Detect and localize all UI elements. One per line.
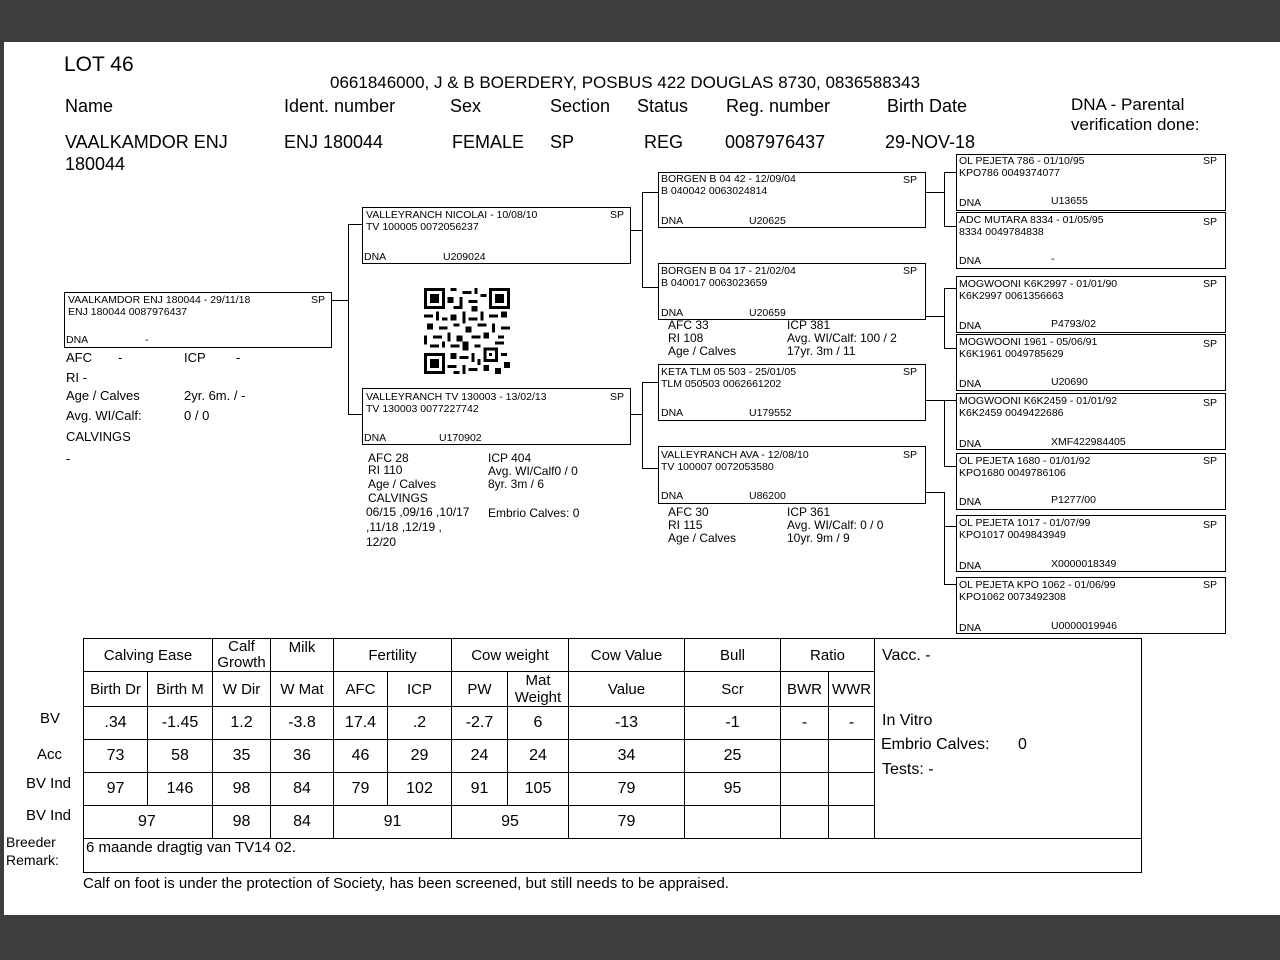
connector xyxy=(926,492,944,493)
great-grandparent-box xyxy=(956,453,1226,510)
acc-cell: 34 xyxy=(569,740,685,773)
connector xyxy=(944,526,956,527)
group-cow-weight: Cow weight xyxy=(452,639,569,672)
ggp-ids: K6K2997 0061356663 xyxy=(959,290,1064,302)
sire-title: VALLEYRANCH NICOLAI - 10/08/10 xyxy=(366,209,538,221)
group-calf-growth: Calf Growth xyxy=(213,639,271,672)
grandparent-dna-label: DNA xyxy=(661,490,684,502)
gp4-afc: AFC 30 xyxy=(668,505,709,519)
footer-note: Calf on foot is under the protection of Society, has been screened, but still needs to be appraised. xyxy=(83,875,729,892)
grandparent-ids: TV 100007 0072053580 xyxy=(661,461,774,473)
ggp-dna-value: XMF422984405 xyxy=(1051,436,1126,448)
dam-embrio: Embrio Calves: 0 xyxy=(488,506,580,520)
grandparent-dna-value: U20625 xyxy=(749,215,786,227)
sire-sp: SP xyxy=(609,209,624,221)
bv-cell: .34 xyxy=(84,707,148,740)
sub-w-dir: W Dir xyxy=(213,672,271,707)
animal-name-1: VAALKAMDOR ENJ xyxy=(65,132,228,152)
ggp-dna-label: DNA xyxy=(959,320,982,332)
bv-cell: - xyxy=(781,707,829,740)
bv-cell: 6 xyxy=(508,707,569,740)
grandparent-sp: SP xyxy=(902,366,917,378)
bv-ind-combined-cell: 95 xyxy=(452,806,569,839)
dam-calvings-label: CALVINGS xyxy=(368,491,428,505)
ggp-dna-value: U0000019946 xyxy=(1051,620,1117,632)
connector xyxy=(642,382,658,383)
ggp-title: OL PEJETA 1017 - 01/07/99 xyxy=(959,517,1091,529)
row-label-bv-ind: BV Ind xyxy=(26,775,72,792)
gp2-icp: ICP 381 xyxy=(787,318,831,332)
ggp-title: MOGWOONI K6K2997 - 01/01/90 xyxy=(959,278,1118,290)
bv-ind-cell: 84 xyxy=(271,773,334,806)
bv-ind-cell: 79 xyxy=(569,773,685,806)
connector xyxy=(642,382,643,468)
header-sex: Sex xyxy=(450,96,482,116)
ggp-title: ADC MUTARA 8334 - 01/05/95 xyxy=(959,214,1104,226)
ggp-dna-label: DNA xyxy=(959,378,982,390)
ggp-dna-value: X0000018349 xyxy=(1051,558,1117,570)
connector xyxy=(926,192,944,193)
animal-name-2: 180044 xyxy=(65,154,126,174)
grandparent-title: BORGEN B 04 42 - 12/09/04 xyxy=(661,173,796,185)
row-label-bv-ind-2: BV Ind xyxy=(26,807,72,824)
animal-ident: ENJ 180044 xyxy=(284,132,384,152)
bv-ind-cell: 98 xyxy=(213,773,271,806)
acc-cell: 73 xyxy=(84,740,148,773)
bv-cell: 1.2 xyxy=(213,707,271,740)
breeder-remark-cell xyxy=(84,839,1142,873)
subject-box xyxy=(64,292,332,348)
subject-afc-value: - xyxy=(118,350,123,365)
great-grandparent-box xyxy=(956,334,1226,391)
dam-title: VALLEYRANCH TV 130003 - 13/02/13 xyxy=(366,391,547,403)
ggp-ids: K6K1961 0049785629 xyxy=(959,348,1064,360)
sub-wwr: WWR xyxy=(829,672,875,707)
header-ident: Ident. number xyxy=(284,96,396,116)
connector xyxy=(944,400,956,401)
grandparent-ids: B 040017 0063023659 xyxy=(661,277,768,289)
dam-age-label: Age / Calves xyxy=(368,477,437,491)
ggp-title: OL PEJETA KPO 1062 - 01/06/99 xyxy=(959,579,1116,591)
group-ratio: Ratio xyxy=(781,639,875,672)
subject-wi-value: 0 / 0 xyxy=(184,408,210,423)
bv-cell: -1 xyxy=(685,707,781,740)
group-bull: Bull xyxy=(685,639,781,672)
acc-cell: 29 xyxy=(388,740,452,773)
gp2-age-label: Age / Calves xyxy=(668,344,737,358)
subject-dna-label: DNA xyxy=(66,334,89,346)
breeder-remark: 6 maande dragtig van TV14 02. xyxy=(86,839,296,856)
grandparent-box xyxy=(658,446,926,504)
gp4-age-label: Age / Calves xyxy=(668,531,737,545)
connector xyxy=(944,584,956,585)
breeding-values-table xyxy=(83,638,1142,873)
empty-cell xyxy=(685,806,781,839)
great-grandparent-box xyxy=(956,577,1226,634)
embrio-calves-value: 0 xyxy=(1018,736,1027,753)
dam-box xyxy=(362,388,631,445)
ggp-sp: SP xyxy=(1202,155,1217,167)
bv-ind-cell: 105 xyxy=(508,773,569,806)
grandparent-title: BORGEN B 04 17 - 21/02/04 xyxy=(661,265,796,277)
subject-age-label: Age / Calves xyxy=(66,388,140,403)
great-grandparent-box xyxy=(956,276,1226,333)
connector xyxy=(630,414,642,415)
connector xyxy=(926,316,944,317)
bv-ind-combined-cell: 98 xyxy=(213,806,271,839)
embrio-calves-label: Embrio Calves: xyxy=(881,736,990,753)
connector xyxy=(348,224,362,225)
grandparent-title: KETA TLM 05 503 - 25/01/05 xyxy=(661,366,797,378)
ggp-ids: KPO1062 0073492308 xyxy=(959,591,1066,603)
gp4-ri: RI 115 xyxy=(668,518,703,532)
connector xyxy=(944,172,945,226)
bv-ind-cell: 95 xyxy=(685,773,781,806)
sub-birth-dr: Birth Dr xyxy=(84,672,148,707)
vacc-text: Vacc. - xyxy=(882,647,931,664)
header-status: Status xyxy=(637,96,689,116)
grandparent-title: VALLEYRANCH AVA - 12/08/10 xyxy=(661,449,809,461)
bv-cell: .2 xyxy=(388,707,452,740)
connector xyxy=(348,414,362,415)
header-dna-1: DNA - Parental xyxy=(1071,95,1185,114)
bv-ind-cell xyxy=(781,773,829,806)
group-cow-value: Cow Value xyxy=(569,639,685,672)
grandparent-dna-label: DNA xyxy=(661,407,684,419)
acc-cell: 35 xyxy=(213,740,271,773)
ggp-dna-label: DNA xyxy=(959,560,982,572)
acc-cell: 58 xyxy=(148,740,213,773)
bv-ind-combined-cell: 91 xyxy=(334,806,452,839)
ggp-dna-value: - xyxy=(1051,253,1055,265)
ggp-dna-label: DNA xyxy=(959,622,982,634)
animal-status: REG xyxy=(644,132,684,152)
subject-calvings-label: CALVINGS xyxy=(66,429,131,444)
acc-cell xyxy=(829,740,875,773)
animal-reg: 0087976437 xyxy=(725,132,826,152)
acc-cell: 25 xyxy=(685,740,781,773)
dam-icp: ICP 404 xyxy=(488,451,532,465)
ggp-sp: SP xyxy=(1202,455,1217,467)
great-grandparent-box xyxy=(956,393,1226,450)
gp2-ri: RI 108 xyxy=(668,331,704,345)
ggp-sp: SP xyxy=(1202,338,1217,350)
subject-afc-label: AFC xyxy=(66,350,92,365)
acc-cell: 24 xyxy=(508,740,569,773)
gp4-age-value: 10yr. 9m / 9 xyxy=(787,531,850,545)
sire-dna-value: U209024 xyxy=(443,251,486,263)
gp4-wi: Avg. WI/Calf: 0 / 0 xyxy=(787,518,884,532)
bv-cell: -2.7 xyxy=(452,707,508,740)
owner-line: 0661846000, J & B BOERDERY, POSBUS 422 DOUGLAS 8730, 0836588343 xyxy=(330,73,921,92)
ggp-dna-value: U13655 xyxy=(1051,195,1088,207)
sire-ids: TV 100005 0072056237 xyxy=(366,221,479,233)
header-reg: Reg. number xyxy=(726,96,831,116)
connector xyxy=(642,192,643,287)
bv-ind-cell: 91 xyxy=(452,773,508,806)
side-info-cell xyxy=(875,639,1142,839)
subject-dna-value: - xyxy=(145,334,149,346)
grandparent-ids: TLM 050503 0062661202 xyxy=(661,378,782,390)
bv-cell: -1.45 xyxy=(148,707,213,740)
ggp-dna-value: P4793/02 xyxy=(1051,318,1096,330)
row-label-bv: BV xyxy=(40,710,61,727)
grandparent-box xyxy=(658,364,926,421)
connector xyxy=(944,172,956,173)
grandparent-dna-label: DNA xyxy=(661,307,684,319)
sub-pw: PW xyxy=(452,672,508,707)
row-label-acc: Acc xyxy=(37,746,63,763)
sub-birth-m: Birth M xyxy=(148,672,213,707)
gp4-icp: ICP 361 xyxy=(787,505,831,519)
dam-sp: SP xyxy=(609,391,624,403)
header-name: Name xyxy=(65,96,114,116)
ggp-ids: KPO1680 0049786106 xyxy=(959,467,1066,479)
grandparent-dna-value: U86200 xyxy=(749,490,786,502)
subject-icp-value: - xyxy=(236,350,241,365)
bv-cell: - xyxy=(829,707,875,740)
connector xyxy=(332,300,348,301)
bv-ind-combined-cell: 79 xyxy=(569,806,685,839)
subject-sp: SP xyxy=(310,294,325,306)
ggp-ids: K6K2459 0049422686 xyxy=(959,407,1064,419)
dam-ri: RI 110 xyxy=(368,463,403,477)
bv-cell: -13 xyxy=(569,707,685,740)
breeder-label: Breeder xyxy=(6,834,56,850)
bv-ind-combined-cell: 84 xyxy=(271,806,334,839)
connector xyxy=(944,400,945,466)
ggp-ids: KPO786 0049374077 xyxy=(959,167,1061,179)
ggp-sp: SP xyxy=(1202,397,1217,409)
subject-title: VAALKAMDOR ENJ 180044 - 29/11/18 xyxy=(68,294,251,306)
dam-calvings-1: 06/15 ,09/16 ,10/17 xyxy=(366,505,470,519)
grandparent-dna-value: U20659 xyxy=(749,307,786,319)
acc-cell: 24 xyxy=(452,740,508,773)
connector xyxy=(630,230,642,231)
ggp-ids: 8334 0049784838 xyxy=(959,226,1044,238)
subject-age-value: 2yr. 6m. / - xyxy=(184,388,246,403)
subject-ri: RI - xyxy=(66,370,87,385)
sub-w-mat: W Mat xyxy=(271,672,334,707)
grandparent-dna-label: DNA xyxy=(661,215,684,227)
grandparent-sp: SP xyxy=(902,449,917,461)
dam-calvings-3: 12/20 xyxy=(366,535,397,549)
subject-wi-label: Avg. WI/Calf: xyxy=(66,408,142,423)
bv-ind-cell: 146 xyxy=(148,773,213,806)
acc-cell xyxy=(781,740,829,773)
bv-ind-combined-cell: 97 xyxy=(84,806,213,839)
subject-ids: ENJ 180044 0087976437 xyxy=(68,306,188,318)
sub-mat-weight: Mat Weight xyxy=(508,672,569,707)
pedigree-sheet xyxy=(4,42,1280,915)
animal-section: SP xyxy=(550,132,575,152)
connector xyxy=(642,287,658,288)
remark-label: Remark: xyxy=(6,852,59,868)
ggp-ids: KPO1017 0049843949 xyxy=(959,529,1066,541)
ggp-sp: SP xyxy=(1202,579,1217,591)
group-calving-ease: Calving Ease xyxy=(84,639,213,672)
grandparent-dna-value: U179552 xyxy=(749,407,792,419)
bv-ind-cell: 97 xyxy=(84,773,148,806)
dam-dna-label: DNA xyxy=(364,432,387,444)
dam-ids: TV 130003 0077227742 xyxy=(366,403,479,415)
acc-cell: 36 xyxy=(271,740,334,773)
ggp-title: OL PEJETA 1680 - 01/01/92 xyxy=(959,455,1091,467)
sub-scr: Scr xyxy=(685,672,781,707)
header-dna-2: verification done: xyxy=(1071,115,1200,134)
great-grandparent-box xyxy=(956,212,1226,269)
sub-afc: AFC xyxy=(334,672,388,707)
dam-calvings-2: ,11/18 ,12/19 , xyxy=(366,520,442,534)
grandparent-sp: SP xyxy=(902,174,917,186)
subject-icp-label: ICP xyxy=(184,350,206,365)
bv-cell: -3.8 xyxy=(271,707,334,740)
animal-birth: 29-NOV-18 xyxy=(885,132,976,152)
ggp-title: OL PEJETA 786 - 01/10/95 xyxy=(959,155,1085,167)
gp2-afc: AFC 33 xyxy=(668,318,709,332)
ggp-dna-value: P1277/00 xyxy=(1051,494,1096,506)
connector xyxy=(642,192,658,193)
ggp-dna-label: DNA xyxy=(959,438,982,450)
empty-cell xyxy=(781,806,829,839)
sire-box xyxy=(362,207,631,264)
gp2-wi: Avg. WI/Calf: 100 / 2 xyxy=(787,331,897,345)
dam-wi: Avg. WI/Calf0 / 0 xyxy=(488,464,578,478)
tests-text: Tests: - xyxy=(882,761,934,778)
lot-number: LOT 46 xyxy=(64,53,134,76)
connector xyxy=(944,348,956,349)
connector xyxy=(348,224,349,414)
header-birth: Birth Date xyxy=(887,96,968,116)
bv-cell: 17.4 xyxy=(334,707,388,740)
grandparent-ids: B 040042 0063024814 xyxy=(661,185,768,197)
connector xyxy=(642,468,658,469)
grandparent-box xyxy=(658,172,926,228)
great-grandparent-box xyxy=(956,515,1226,572)
grandparent-box xyxy=(658,263,926,320)
sub-icp: ICP xyxy=(388,672,452,707)
connector xyxy=(944,288,945,348)
gp2-age-value: 17yr. 3m / 11 xyxy=(787,344,856,358)
empty-cell xyxy=(829,806,875,839)
bv-ind-cell: 79 xyxy=(334,773,388,806)
qr-code-image xyxy=(424,288,510,374)
connector xyxy=(944,288,956,289)
ggp-title: MOGWOONI K6K2459 - 01/01/92 xyxy=(959,395,1118,407)
ggp-dna-label: DNA xyxy=(959,496,982,508)
group-fertility: Fertility xyxy=(334,639,452,672)
ggp-title: MOGWOONI 1961 - 05/06/91 xyxy=(959,336,1098,348)
connector xyxy=(944,492,945,584)
ggp-sp: SP xyxy=(1202,278,1217,290)
dam-afc: AFC 28 xyxy=(368,451,409,465)
animal-sex: FEMALE xyxy=(452,132,525,152)
sub-bwr: BWR xyxy=(781,672,829,707)
connector xyxy=(926,400,944,401)
acc-cell: 46 xyxy=(334,740,388,773)
bv-ind-cell xyxy=(829,773,875,806)
ggp-sp: SP xyxy=(1202,519,1217,531)
ggp-dna-value: U20690 xyxy=(1051,376,1088,388)
group-milk: Milk xyxy=(271,639,334,672)
dam-age-value: 8yr. 3m / 6 xyxy=(488,477,545,491)
subject-calvings-value: - xyxy=(66,451,71,466)
bv-ind-cell: 102 xyxy=(388,773,452,806)
header-section: Section xyxy=(550,96,611,116)
in-vitro-text: In Vitro xyxy=(882,712,933,729)
ggp-dna-label: DNA xyxy=(959,197,982,209)
grandparent-sp: SP xyxy=(902,265,917,277)
connector xyxy=(944,226,956,227)
sire-dna-label: DNA xyxy=(364,251,387,263)
dam-dna-value: U170902 xyxy=(439,432,482,444)
ggp-dna-label: DNA xyxy=(959,255,982,267)
ggp-sp: SP xyxy=(1202,216,1217,228)
great-grandparent-box xyxy=(956,154,1226,211)
connector xyxy=(944,466,956,467)
sub-value: Value xyxy=(569,672,685,707)
